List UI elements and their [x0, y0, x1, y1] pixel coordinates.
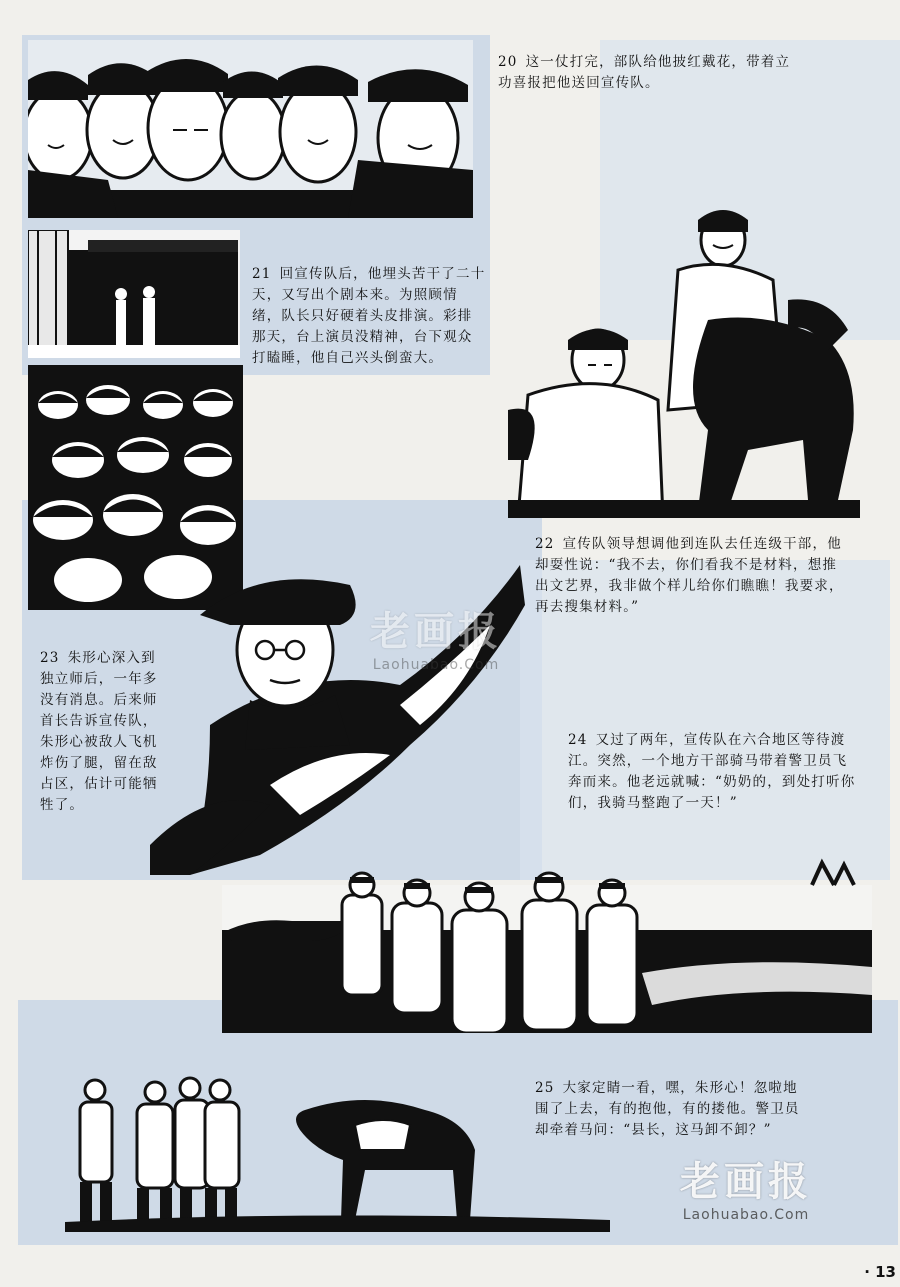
caption-20-number: 20 — [498, 54, 518, 70]
caption-22-number: 22 — [535, 536, 555, 552]
caption-21-text: 回宣传队后，他埋头苦干了二十天，又写出个剧本来。为照顾情绪，队长只好硬着头皮排演。彩排那天，台上演员没精神，台下观众打瞌睡，他自己兴头倒蛮大。 — [252, 266, 486, 366]
caption-24-text: 又过了两年，宣传队在六合地区等待渡江。突然，一个地方干部骑马带着警卫员飞奔而来。他老远就喊：“奶奶的，到处打听你们，我骑马整跑了一天！” — [568, 732, 856, 811]
caption-20-text: 这一仗打完，部队给他披红戴花，带着立功喜报把他送回宣传队。 — [498, 54, 791, 91]
caption-23-text: 朱形心深入到独立师后，一年多没有消息。后来师首长告诉宣传队，朱形心被敌人飞机炸伤了腿，留在敌占区，估计可能牺牲了。 — [40, 650, 158, 813]
caption-24 — [568, 730, 858, 814]
watermark-logo: 老画报 — [680, 1159, 812, 1205]
caption-20 — [498, 52, 793, 94]
caption-22 — [535, 534, 845, 618]
caption-25-number: 25 — [535, 1080, 555, 1096]
caption-21-number: 21 — [252, 266, 272, 282]
caption-25 — [535, 1078, 805, 1141]
page-number-value: 13 — [875, 1263, 896, 1281]
watermark-corner — [680, 1150, 812, 1223]
caption-25-text: 大家定睛一看，嘿，朱形心！忽啦地围了上去，有的抱他，有的搂他。警卫员却牵着马问：“县长，这马卸不卸？” — [535, 1080, 800, 1138]
caption-21 — [252, 264, 487, 369]
watermark-logo: 老画报 — [370, 609, 502, 655]
watermark-center — [370, 600, 502, 673]
panel-24-river-illustration — [222, 855, 872, 1033]
panel-22-rider-illustration — [508, 200, 860, 518]
caption-23 — [40, 648, 158, 816]
caption-24-number: 24 — [568, 732, 588, 748]
page-number: · 13 — [864, 1263, 896, 1281]
watermark-url: Laohuabao.Com — [372, 657, 500, 673]
panel-25-reunion-illustration — [65, 1070, 610, 1232]
panel-23-mountain-illustration — [150, 545, 525, 875]
watermark-url: Laohuabao.Com — [682, 1207, 810, 1223]
caption-22-text: 宣传队领导想调他到连队去任连级干部，他却耍性说：“我不去，你们看我不是材料，想推出文艺界，我非做个样儿给你们瞧瞧！我要求，再去搜集材料。” — [535, 536, 844, 615]
panel-20-soldiers-illustration — [28, 40, 473, 218]
caption-23-number: 23 — [40, 650, 60, 666]
panel-21-stage-illustration — [28, 230, 240, 358]
